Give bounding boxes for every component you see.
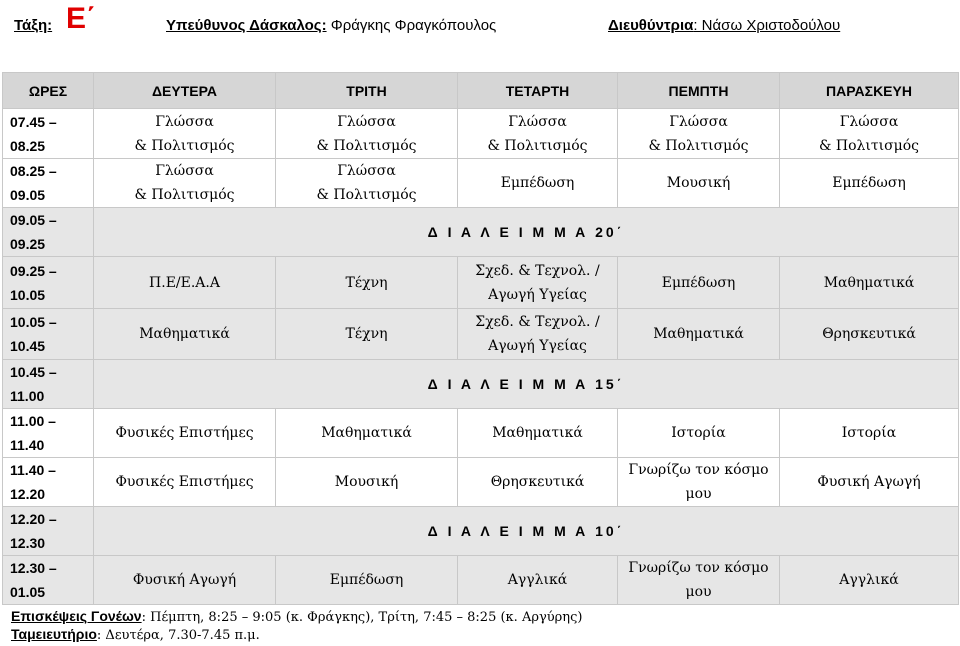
time-slot: 11.40 – 12.20 (3, 458, 94, 507)
subject-cell: Τέχνη (276, 309, 458, 360)
break-row (3, 208, 959, 257)
treasurer-line (11, 626, 582, 644)
break-label: Δ Ι Α Λ Ε Ι Μ Μ Α 10΄ (94, 507, 959, 556)
subject-cell (276, 109, 458, 159)
subject-text: μου (685, 486, 712, 502)
subject-text: Γνωρίζω τον κόσμο (628, 560, 769, 576)
subject-cell (94, 109, 276, 159)
class-label: Τάξη: (14, 17, 53, 34)
subject-cell: Μαθηματικά (618, 309, 780, 360)
column-header-hours: ΩΡΕΣ (3, 73, 94, 109)
break-row (3, 507, 959, 556)
director-info (608, 17, 840, 34)
subject-text: Γλώσσα (155, 113, 214, 130)
column-header-day: ΠΕΜΠΤΗ (618, 73, 780, 109)
subject-cell (618, 458, 780, 507)
column-header-day: ΤΕΤΑΡΤΗ (458, 73, 618, 109)
subject-text: & Πολιτισμός (648, 137, 749, 154)
time-slot: 12.20 – 12.30 (3, 507, 94, 556)
parent-visits-line (11, 608, 582, 626)
column-header-day: ΤΡΙΤΗ (276, 73, 458, 109)
subject-text: Αγωγή Υγείας (488, 286, 587, 303)
subject-cell (618, 109, 780, 159)
subject-text: Γλώσσα (839, 113, 899, 130)
period-row (3, 556, 959, 605)
subject-text: & Πολιτισμός (316, 137, 417, 154)
period-row (3, 309, 959, 360)
subject-cell: Εμπέδωση (780, 159, 959, 208)
break-row (3, 360, 959, 409)
parent-visits-label: Επισκέψεις Γονέων (11, 608, 142, 624)
subject-cell: Θρησκευτικά (780, 309, 959, 360)
director-name: : Νάσω Χριστοδούλου (693, 17, 841, 34)
subject-text: Γνωρίζω τον κόσμο (628, 462, 769, 478)
teacher-name: Φράγκης Φραγκόπουλος (330, 17, 497, 34)
time-slot: 08.25 – 09.05 (3, 159, 94, 208)
time-slot: 12.30 – 01.05 (3, 556, 94, 605)
subject-text: Γλώσσα (508, 113, 567, 130)
subject-text: & Πολιτισμός (316, 187, 417, 203)
subject-cell (276, 159, 458, 208)
subject-text: Σχεδ. & Τεχνολ. / (475, 262, 600, 279)
subject-cell (94, 159, 276, 208)
time-slot: 10.05 – 10.45 (3, 309, 94, 360)
subject-text: μου (685, 584, 712, 600)
header-row (3, 73, 959, 109)
subject-text: & Πολιτισμός (134, 187, 235, 203)
period-row (3, 159, 959, 208)
subject-cell: Εμπέδωση (618, 257, 780, 309)
break-label: Δ Ι Α Λ Ε Ι Μ Μ Α 15΄ (94, 360, 959, 409)
time-slot: 11.00 – 11.40 (3, 409, 94, 458)
subject-cell: Φυσικές Επιστήμες (94, 409, 276, 458)
subject-cell: Τέχνη (276, 257, 458, 309)
subject-text: Σχεδ. & Τεχνολ. / (475, 314, 600, 330)
column-header-day: ΠΑΡΑΣΚΕΥΗ (780, 73, 959, 109)
subject-text: & Πολιτισμός (818, 137, 920, 154)
time-slot: 09.05 – 09.25 (3, 208, 94, 257)
subject-cell (458, 309, 618, 360)
subject-cell: Μουσική (276, 458, 458, 507)
treasurer-label: Ταμειευτήριο (11, 626, 97, 642)
subject-cell: Μαθηματικά (458, 409, 618, 458)
subject-cell: Θρησκευτικά (458, 458, 618, 507)
time-slot: 10.45 – 11.00 (3, 360, 94, 409)
period-row (3, 257, 959, 309)
subject-cell (780, 109, 959, 159)
subject-cell (458, 109, 618, 159)
subject-cell: Ιστορία (780, 409, 959, 458)
parent-visits-value: : Πέμπτη, 8:25 – 9:05 (κ. Φράγκης), Τρίτη, 7:45 – 8:25 (κ. Αργύρης) (141, 610, 583, 625)
subject-cell: Αγγλικά (780, 556, 959, 605)
subject-cell: Φυσική Αγωγή (780, 458, 959, 507)
subject-text: & Πολιτισμός (487, 137, 588, 154)
subject-text: & Πολιτισμός (134, 137, 235, 154)
subject-cell: Εμπέδωση (458, 159, 618, 208)
time-slot: 09.25 – 10.05 (3, 257, 94, 309)
break-label: Δ Ι Α Λ Ε Ι Μ Μ Α 20΄ (94, 208, 959, 257)
period-row (3, 409, 959, 458)
subject-cell: Αγγλικά (458, 556, 618, 605)
subject-text: Αγωγή Υγείας (488, 338, 587, 354)
subject-text: Γλώσσα (155, 163, 214, 179)
subject-cell (618, 556, 780, 605)
subject-cell: Φυσική Αγωγή (94, 556, 276, 605)
subject-cell: Π.Ε/Ε.Α.Α (94, 257, 276, 309)
subject-cell: Μαθηματικά (94, 309, 276, 360)
time-slot: 07.45 – 08.25 (3, 109, 94, 159)
subject-text: Γλώσσα (669, 113, 728, 130)
subject-cell: Μαθηματικά (276, 409, 458, 458)
subject-text: Γλώσσα (337, 163, 396, 179)
class-value: Ε΄ (66, 2, 96, 35)
teacher-info (166, 17, 496, 34)
subject-text: Γλώσσα (337, 113, 396, 130)
subject-cell: Εμπέδωση (276, 556, 458, 605)
director-label: Διευθύντρια (608, 17, 694, 34)
subject-cell: Μαθηματικά (780, 257, 959, 309)
subject-cell (458, 257, 618, 309)
treasurer-value: : Δευτέρα, 7.30-7.45 π.μ. (96, 628, 260, 643)
teacher-label: Υπεύθυνος Δάσκαλος: (166, 17, 327, 34)
subject-cell: Φυσικές Επιστήμες (94, 458, 276, 507)
page-header (0, 0, 960, 50)
period-row (3, 109, 959, 159)
subject-cell: Μουσική (618, 159, 780, 208)
page-footer (11, 608, 582, 644)
column-header-day: ΔΕΥΤΕΡΑ (94, 73, 276, 109)
subject-cell: Ιστορία (618, 409, 780, 458)
schedule-table (2, 72, 959, 605)
period-row (3, 458, 959, 507)
